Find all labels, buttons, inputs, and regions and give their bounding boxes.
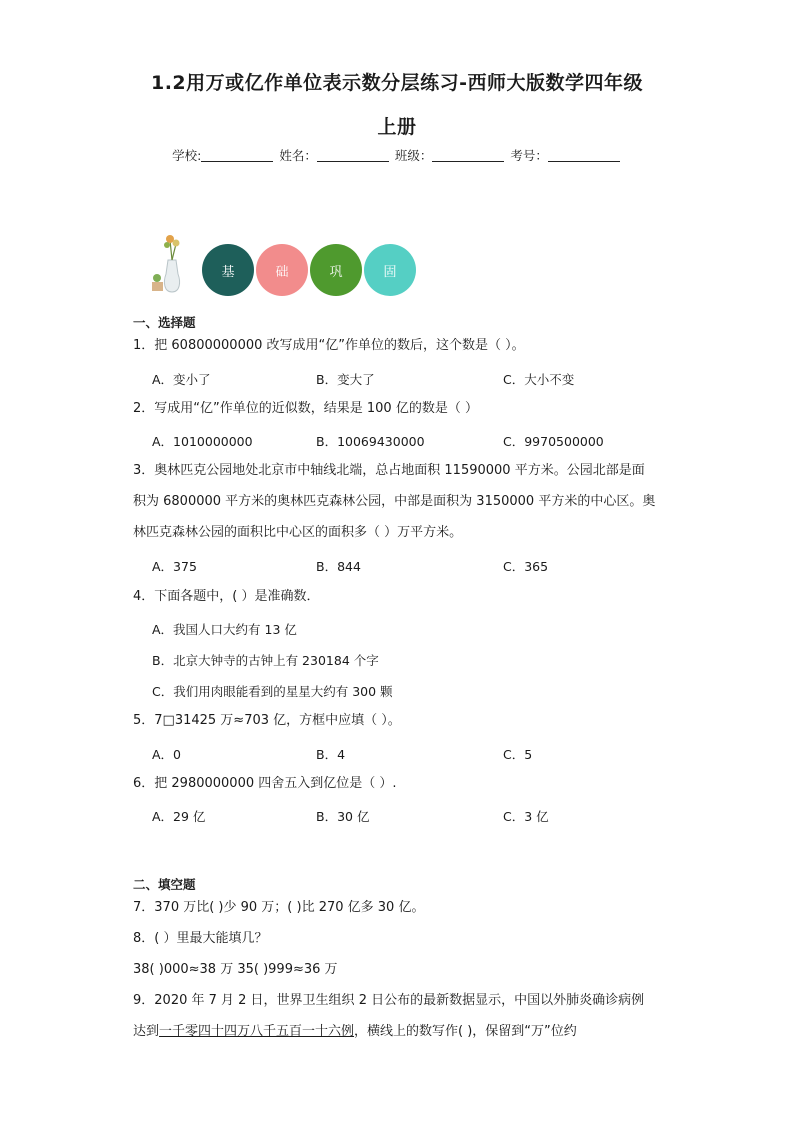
- q2-option-b[interactable]: B．10069430000: [316, 434, 425, 449]
- q4-option-a[interactable]: A．我国人口大约有 13 亿: [152, 622, 297, 637]
- question-3-line3: 林匹克森林公园的面积比中心区的面积多（ ）万平方米。: [133, 525, 463, 540]
- exam-no-blank[interactable]: [548, 147, 620, 162]
- q3-option-b[interactable]: B．844: [316, 559, 361, 574]
- badge-gu: 固: [364, 244, 416, 296]
- name-blank[interactable]: [317, 147, 389, 162]
- question-3-line2: 积为 6800000 平方米的奥林匹克森林公园，中部是面积为 3150000 平方米的中心区。奥: [133, 494, 656, 509]
- class-label: 班级：: [394, 148, 433, 163]
- question-8-sub: 38( )000≈38 万 35( )999≈36 万: [133, 962, 338, 977]
- q5-option-a[interactable]: A．0: [152, 747, 182, 762]
- question-9-line2: [133, 1020, 577, 1044]
- q4-option-b[interactable]: B．北京大钟寺的古钟上有 230184 个字: [152, 653, 379, 668]
- q2-option-c[interactable]: C．9970500000: [503, 434, 604, 449]
- exam-no-label: 考号：: [510, 148, 548, 163]
- question-7: 7．370 万比( )少 90 万；( )比 270 亿多 30 亿。: [133, 900, 425, 915]
- question-8: 8．( ）里最大能填几？: [133, 931, 268, 946]
- question-2: 2．写成用“亿”作单位的近似数，结果是 100 亿的数是（ ）: [133, 401, 478, 416]
- q5-option-c[interactable]: C．5: [503, 747, 533, 762]
- section-choice-heading: 一、选择题: [133, 315, 196, 330]
- question-9-line1: 9．2020 年 7 月 2 日，世界卫生组织 2 日公布的最新数据显示，中国以外肺炎确诊病例: [133, 993, 645, 1008]
- q3-option-a[interactable]: A．375: [152, 559, 197, 574]
- school-label: 学校:: [172, 148, 202, 163]
- q1-option-c[interactable]: C．大小不变: [503, 372, 575, 387]
- q1-option-b[interactable]: B．变大了: [316, 372, 375, 387]
- q2-option-a[interactable]: A．1010000000: [152, 434, 253, 449]
- badge-chu: 础: [256, 244, 308, 296]
- q5-option-b[interactable]: B．4: [316, 747, 346, 762]
- q6-option-a[interactable]: A．29 亿: [152, 809, 206, 824]
- question-5: 5．7□31425 万≈703 亿，方框中应填（ ）。: [133, 713, 401, 728]
- question-1: 1．把 60800000000 改写成用“亿”作单位的数后，这个数是（ ）。: [133, 338, 525, 353]
- question-4: 4．下面各题中，( ）是准确数．: [133, 589, 320, 604]
- question-3-line1: 3．奥林匹克公园地处北京市中轴线北端，总占地面积 11590000 平方米。公园北部是面: [133, 463, 645, 478]
- plant-vase-icon: [150, 230, 194, 296]
- section-fill-heading: 二、填空题: [133, 877, 196, 892]
- q1-option-a[interactable]: A．变小了: [152, 372, 211, 387]
- badge-gong: 巩: [310, 244, 362, 296]
- q9-prefix: 达到: [133, 1024, 160, 1039]
- page-title-line2: 上册: [377, 116, 417, 138]
- question-6: 6．把 2980000000 四舍五入到亿位是（ ）.: [133, 776, 397, 791]
- q9-suffix: ，横线上的数写作( )，保留到“万”位约: [354, 1024, 577, 1039]
- q4-option-c[interactable]: C．我们用肉眼能看到的星星大约有 300 颗: [152, 684, 393, 699]
- school-blank[interactable]: [201, 147, 273, 162]
- class-blank[interactable]: [432, 147, 504, 162]
- q9-underlined-number: 一千零四十四万八千五百一十六例: [159, 1024, 355, 1039]
- student-info-row: [0, 146, 794, 164]
- badge-ji: 基: [202, 244, 254, 296]
- name-label: 姓名：: [279, 148, 317, 163]
- q3-option-c[interactable]: C．365: [503, 559, 549, 574]
- page-title-line1: 1.2用万或亿作单位表示数分层练习-西师大版数学四年级: [150, 72, 644, 94]
- q6-option-c[interactable]: C．3 亿: [503, 809, 549, 824]
- q6-option-b[interactable]: B．30 亿: [316, 809, 370, 824]
